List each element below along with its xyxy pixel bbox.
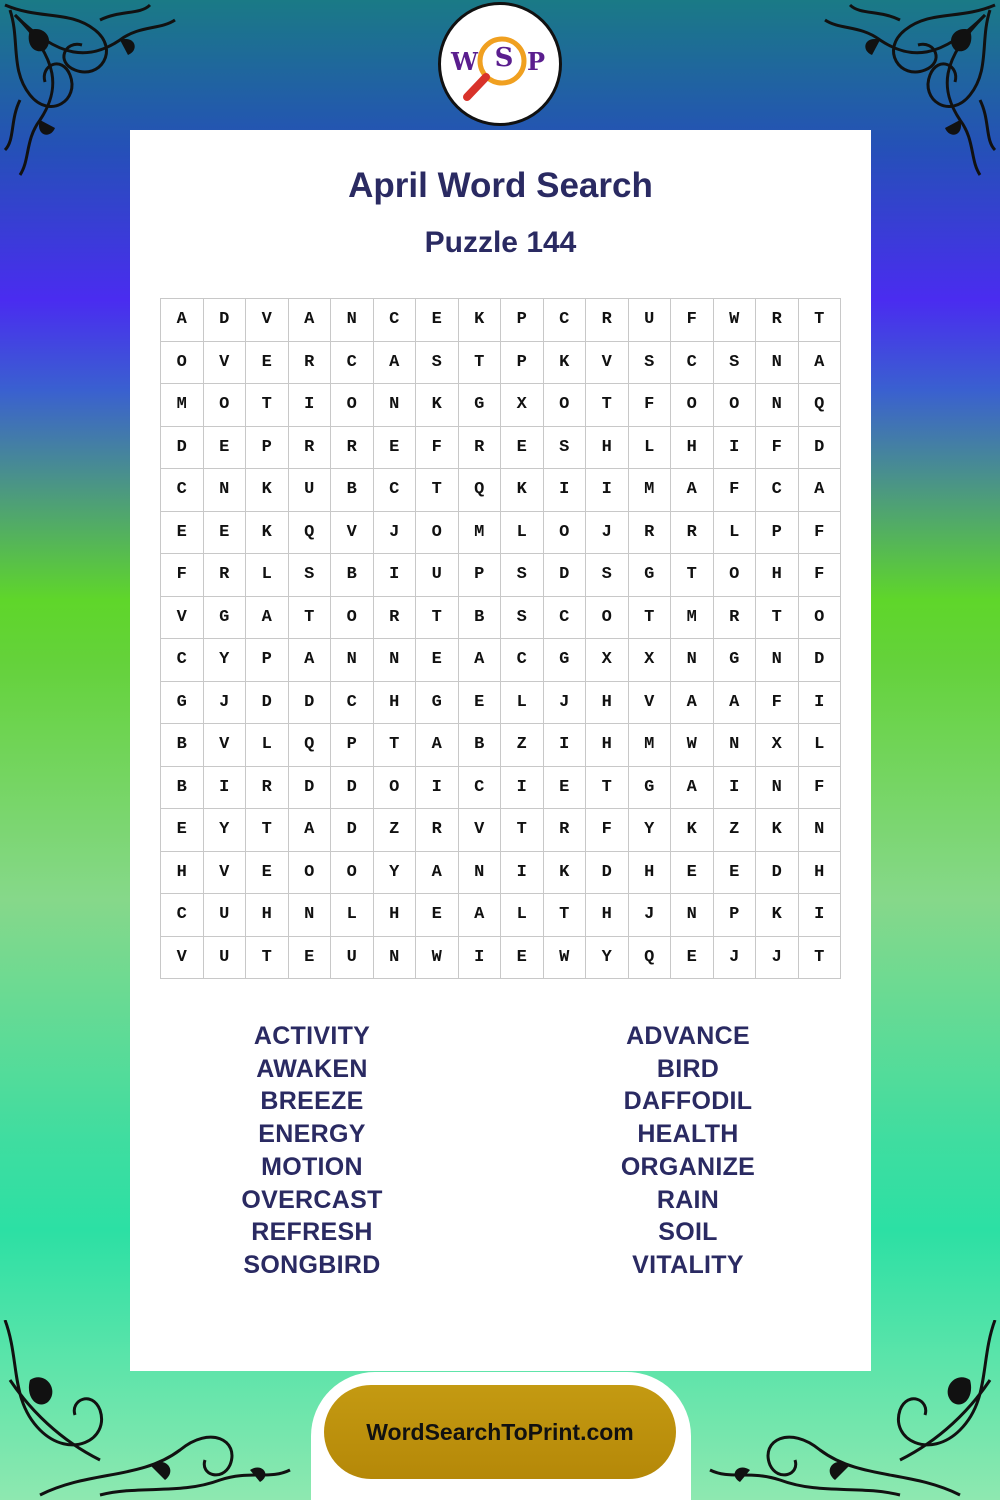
grid-cell[interactable]: R [246,767,289,810]
grid-cell[interactable]: N [459,852,502,895]
grid-cell[interactable]: M [629,724,672,767]
letter-grid [160,298,841,979]
grid-cell[interactable]: J [374,512,417,555]
grid-cell[interactable]: T [501,809,544,852]
grid-cell[interactable]: V [331,512,374,555]
grid-cell[interactable]: S [714,342,757,385]
grid-cell[interactable]: F [161,554,204,597]
grid-cell[interactable]: Y [374,852,417,895]
grid-cell[interactable]: S [586,554,629,597]
grid-cell[interactable]: D [204,299,247,342]
grid-cell[interactable]: G [714,639,757,682]
grid-cell[interactable]: P [246,427,289,470]
grid-cell[interactable]: S [501,554,544,597]
grid-cell[interactable]: R [459,427,502,470]
grid-cell[interactable]: O [331,597,374,640]
grid-cell[interactable]: A [671,767,714,810]
grid-cell[interactable]: V [204,724,247,767]
grid-cell[interactable]: E [204,512,247,555]
grid-cell[interactable]: F [671,299,714,342]
grid-cell[interactable]: K [459,299,502,342]
grid-cell[interactable]: H [586,427,629,470]
grid-cell[interactable]: P [459,554,502,597]
grid-cell[interactable]: D [756,852,799,895]
grid-cell[interactable]: M [671,597,714,640]
grid-cell[interactable]: Y [204,639,247,682]
grid-cell[interactable]: N [756,342,799,385]
grid-cell[interactable]: S [416,342,459,385]
grid-cell[interactable]: Y [629,809,672,852]
grid-cell[interactable]: U [629,299,672,342]
grid-cell[interactable]: E [671,937,714,980]
grid-cell[interactable]: P [331,724,374,767]
grid-cell[interactable]: T [289,597,332,640]
grid-cell[interactable]: T [586,384,629,427]
grid-cell[interactable]: N [671,639,714,682]
site-link-button[interactable]: WordSearchToPrint.com [324,1385,676,1479]
grid-cell[interactable]: G [629,554,672,597]
grid-cell[interactable]: D [799,639,842,682]
grid-cell[interactable]: V [246,299,289,342]
grid-cell[interactable]: N [374,639,417,682]
grid-cell[interactable]: O [331,384,374,427]
grid-cell[interactable]: Q [459,469,502,512]
grid-cell[interactable]: O [544,512,587,555]
grid-cell[interactable]: D [544,554,587,597]
grid-cell[interactable]: A [671,469,714,512]
grid-cell[interactable]: D [246,682,289,725]
grid-cell[interactable]: P [501,342,544,385]
grid-cell[interactable]: R [204,554,247,597]
grid-cell[interactable]: I [501,852,544,895]
word-list-right [538,1020,838,1282]
grid-cell[interactable]: V [629,682,672,725]
grid-cell[interactable]: E [416,894,459,937]
grid-cell[interactable]: U [204,937,247,980]
grid-cell[interactable]: H [161,852,204,895]
grid-cell[interactable]: I [501,767,544,810]
grid-cell[interactable]: B [459,597,502,640]
grid-cell[interactable]: W [416,937,459,980]
grid-cell[interactable]: A [289,639,332,682]
grid-cell[interactable]: E [714,852,757,895]
grid-cell[interactable]: V [204,342,247,385]
grid-cell[interactable]: X [756,724,799,767]
word-list-item: SONGBIRD [243,1250,381,1279]
grid-cell[interactable]: G [416,682,459,725]
grid-cell[interactable]: U [416,554,459,597]
grid-cell[interactable]: W [714,299,757,342]
grid-cell[interactable]: I [586,469,629,512]
grid-cell[interactable]: E [459,682,502,725]
grid-cell[interactable]: O [374,767,417,810]
grid-cell[interactable]: P [756,512,799,555]
grid-cell[interactable]: Z [501,724,544,767]
grid-cell[interactable]: G [629,767,672,810]
grid-cell[interactable]: M [629,469,672,512]
grid-cell[interactable]: L [246,724,289,767]
word-list-item: ADVANCE [626,1022,750,1050]
word-list-item: RAIN [656,1185,720,1214]
grid-cell[interactable]: C [544,299,587,342]
grid-cell[interactable]: N [374,937,417,980]
grid-cell[interactable]: Y [204,809,247,852]
word-list-left [162,1020,462,1282]
grid-cell[interactable]: O [204,384,247,427]
grid-cell[interactable]: J [204,682,247,725]
grid-cell[interactable]: T [586,767,629,810]
grid-cell[interactable]: H [374,682,417,725]
grid-cell[interactable]: R [671,512,714,555]
grid-cell[interactable]: W [544,937,587,980]
grid-cell[interactable]: F [714,469,757,512]
grid-cell[interactable]: Q [289,512,332,555]
grid-cell[interactable]: R [374,597,417,640]
page-title: April Word Search [348,166,653,205]
grid-cell[interactable]: G [544,639,587,682]
word-list-item: DAFFODIL [623,1087,753,1116]
grid-cell[interactable]: P [246,639,289,682]
grid-cell[interactable]: C [501,639,544,682]
grid-cell[interactable]: D [331,767,374,810]
grid-cell[interactable]: B [161,767,204,810]
grid-cell[interactable]: T [756,597,799,640]
grid-cell[interactable]: J [756,937,799,980]
grid-cell[interactable]: Q [799,384,842,427]
grid-cell[interactable]: L [501,512,544,555]
grid-cell[interactable]: A [459,894,502,937]
grid-cell[interactable]: T [459,342,502,385]
grid-cell[interactable]: K [756,809,799,852]
grid-cell[interactable]: C [374,469,417,512]
word-list-item: ACTIVITY [253,1022,371,1050]
grid-cell[interactable]: E [204,427,247,470]
grid-cell[interactable]: O [161,342,204,385]
grid-cell[interactable]: N [756,384,799,427]
grid-cell[interactable]: J [544,682,587,725]
grid-cell[interactable]: C [331,682,374,725]
grid-cell[interactable]: J [714,937,757,980]
grid-cell[interactable]: A [416,724,459,767]
grid-cell[interactable]: N [714,724,757,767]
grid-cell[interactable]: P [501,299,544,342]
grid-cell[interactable]: E [671,852,714,895]
grid-cell[interactable]: O [671,384,714,427]
grid-cell[interactable]: Z [374,809,417,852]
grid-cell[interactable]: J [586,512,629,555]
grid-cell[interactable]: N [756,767,799,810]
grid-cell[interactable]: S [501,597,544,640]
grid-cell[interactable]: F [799,512,842,555]
grid-cell[interactable]: G [161,682,204,725]
word-list-item: VITALITY [632,1250,744,1279]
grid-cell[interactable]: F [629,384,672,427]
grid-cell[interactable]: O [714,554,757,597]
grid-cell[interactable]: E [246,852,289,895]
grid-cell[interactable]: I [544,724,587,767]
word-list-item: AWAKEN [256,1054,368,1083]
grid-cell[interactable]: I [374,554,417,597]
grid-cell[interactable]: L [799,724,842,767]
grid-cell[interactable]: H [586,682,629,725]
grid-cell[interactable]: E [374,427,417,470]
grid-cell[interactable]: I [544,469,587,512]
grid-cell[interactable]: N [331,639,374,682]
grid-cell[interactable]: V [204,852,247,895]
logo-letter-p: P [526,47,545,76]
grid-cell[interactable]: V [586,342,629,385]
grid-cell[interactable]: A [246,597,289,640]
logo-letter-w: W [451,47,478,76]
grid-cell[interactable]: N [289,894,332,937]
grid-cell[interactable]: A [714,682,757,725]
grid-cell[interactable]: K [246,469,289,512]
grid-cell[interactable]: O [331,852,374,895]
word-list-item: SOIL [658,1218,718,1247]
grid-cell[interactable]: T [246,937,289,980]
grid-cell[interactable]: X [629,639,672,682]
grid-cell[interactable]: O [289,852,332,895]
grid-cell[interactable]: R [289,427,332,470]
grid-cell[interactable]: F [756,682,799,725]
word-list-item: ORGANIZE [620,1152,756,1181]
grid-cell[interactable]: H [756,554,799,597]
word-list-item: HEALTH [637,1120,739,1149]
grid-cell[interactable]: D [331,809,374,852]
grid-cell[interactable]: F [799,767,842,810]
grid-cell[interactable]: J [629,894,672,937]
grid-cell[interactable]: O [416,512,459,555]
grid-cell[interactable]: R [586,299,629,342]
grid-cell[interactable]: K [416,384,459,427]
grid-cell[interactable]: S [629,342,672,385]
grid-cell[interactable]: R [714,597,757,640]
grid-cell[interactable]: A [161,299,204,342]
grid-cell[interactable]: V [161,597,204,640]
grid-cell[interactable]: W [671,724,714,767]
grid-cell[interactable]: T [799,299,842,342]
grid-cell[interactable]: R [629,512,672,555]
grid-cell[interactable]: I [714,427,757,470]
grid-cell[interactable]: L [501,894,544,937]
grid-cell[interactable]: S [289,554,332,597]
grid-cell[interactable]: V [459,809,502,852]
grid-cell[interactable]: R [416,809,459,852]
grid-cell[interactable]: F [416,427,459,470]
grid-cell[interactable]: D [289,682,332,725]
grid-cell[interactable]: T [629,597,672,640]
word-list-item: ENERGY [258,1120,366,1149]
grid-cell[interactable]: B [331,469,374,512]
grid-cell[interactable]: N [671,894,714,937]
word-list-item: REFRESH [251,1218,373,1247]
word-list-item: MOTION [261,1152,363,1181]
grid-cell[interactable]: C [756,469,799,512]
grid-cell[interactable]: B [161,724,204,767]
grid-cell[interactable]: C [161,469,204,512]
grid-cell[interactable]: B [459,724,502,767]
grid-cell[interactable]: E [501,427,544,470]
grid-cell[interactable]: Q [289,724,332,767]
word-list-item: BIRD [656,1054,720,1083]
grid-cell[interactable]: C [374,299,417,342]
grid-cell[interactable]: H [586,724,629,767]
grid-cell[interactable]: I [799,682,842,725]
grid-cell[interactable]: Z [714,809,757,852]
grid-cell[interactable]: H [374,894,417,937]
grid-cell[interactable]: T [671,554,714,597]
puzzle-number: Puzzle 144 [424,226,577,259]
grid-cell[interactable]: C [544,597,587,640]
grid-cell[interactable]: H [671,427,714,470]
grid-cell[interactable]: N [374,384,417,427]
grid-cell[interactable]: U [289,469,332,512]
grid-cell[interactable]: E [246,342,289,385]
grid-cell[interactable]: A [416,852,459,895]
grid-cell[interactable]: X [501,384,544,427]
grid-cell[interactable]: L [246,554,289,597]
grid-cell[interactable]: L [629,427,672,470]
grid-cell[interactable]: T [246,809,289,852]
grid-cell[interactable]: C [331,342,374,385]
grid-cell[interactable]: A [289,809,332,852]
grid-cell[interactable]: E [544,767,587,810]
grid-cell[interactable]: S [544,427,587,470]
logo-letter-s: S [494,43,514,73]
grid-cell[interactable]: T [799,937,842,980]
grid-cell[interactable]: I [799,894,842,937]
grid-cell[interactable]: E [289,937,332,980]
grid-cell[interactable]: A [289,299,332,342]
grid-cell[interactable]: E [161,809,204,852]
grid-cell[interactable]: O [799,597,842,640]
grid-cell[interactable]: F [586,809,629,852]
grid-cell[interactable]: I [289,384,332,427]
site-logo[interactable] [438,2,562,126]
grid-cell[interactable]: H [586,894,629,937]
grid-cell[interactable]: H [246,894,289,937]
grid-cell[interactable]: I [714,767,757,810]
grid-cell[interactable]: T [374,724,417,767]
grid-cell[interactable]: V [161,937,204,980]
grid-cell[interactable]: O [714,384,757,427]
grid-cell[interactable]: O [586,597,629,640]
grid-cell[interactable]: I [459,937,502,980]
grid-cell[interactable]: O [544,384,587,427]
grid-cell[interactable]: X [586,639,629,682]
puzzle-sheet [130,130,871,1371]
grid-cell[interactable]: R [544,809,587,852]
grid-cell[interactable]: R [756,299,799,342]
grid-cell[interactable]: D [289,767,332,810]
grid-cell[interactable]: C [161,894,204,937]
grid-cell[interactable]: L [331,894,374,937]
grid-cell[interactable]: F [799,554,842,597]
grid-cell[interactable]: D [799,427,842,470]
grid-cell[interactable]: G [459,384,502,427]
grid-cell[interactable]: C [459,767,502,810]
grid-cell[interactable]: D [586,852,629,895]
grid-cell[interactable]: C [161,639,204,682]
grid-cell[interactable]: N [331,299,374,342]
grid-cell[interactable]: D [161,427,204,470]
grid-cell[interactable]: R [331,427,374,470]
grid-cell[interactable]: Q [629,937,672,980]
grid-cell[interactable]: M [459,512,502,555]
grid-cell[interactable]: L [714,512,757,555]
grid-cell[interactable]: F [756,427,799,470]
grid-cell[interactable]: H [629,852,672,895]
grid-cell[interactable]: I [204,767,247,810]
grid-cell[interactable]: T [544,894,587,937]
grid-cell[interactable]: K [544,342,587,385]
grid-cell[interactable]: T [246,384,289,427]
grid-cell[interactable]: T [416,597,459,640]
grid-cell[interactable]: K [756,894,799,937]
grid-cell[interactable]: B [331,554,374,597]
grid-cell[interactable]: R [289,342,332,385]
grid-cell[interactable]: A [671,682,714,725]
grid-cell[interactable]: L [501,682,544,725]
grid-cell[interactable]: Y [586,937,629,980]
grid-cell[interactable]: G [204,597,247,640]
grid-cell[interactable]: E [416,299,459,342]
grid-cell[interactable]: U [204,894,247,937]
grid-cell[interactable]: E [161,512,204,555]
grid-cell[interactable]: N [799,809,842,852]
grid-cell[interactable]: H [799,852,842,895]
grid-cell[interactable]: K [671,809,714,852]
grid-cell[interactable]: A [799,469,842,512]
grid-cell[interactable]: A [799,342,842,385]
grid-cell[interactable]: M [161,384,204,427]
grid-cell[interactable]: E [501,937,544,980]
grid-cell[interactable]: N [756,639,799,682]
grid-cell[interactable]: A [374,342,417,385]
grid-cell[interactable]: U [331,937,374,980]
grid-cell[interactable]: K [246,512,289,555]
grid-cell[interactable]: P [714,894,757,937]
grid-cell[interactable]: C [671,342,714,385]
grid-cell[interactable]: E [416,639,459,682]
word-list-item: BREEZE [260,1087,364,1116]
grid-cell[interactable]: I [416,767,459,810]
grid-cell[interactable]: A [459,639,502,682]
grid-cell[interactable]: T [416,469,459,512]
grid-cell[interactable]: N [204,469,247,512]
word-list-item: OVERCAST [241,1185,383,1214]
grid-cell[interactable]: K [501,469,544,512]
grid-cell[interactable]: K [544,852,587,895]
